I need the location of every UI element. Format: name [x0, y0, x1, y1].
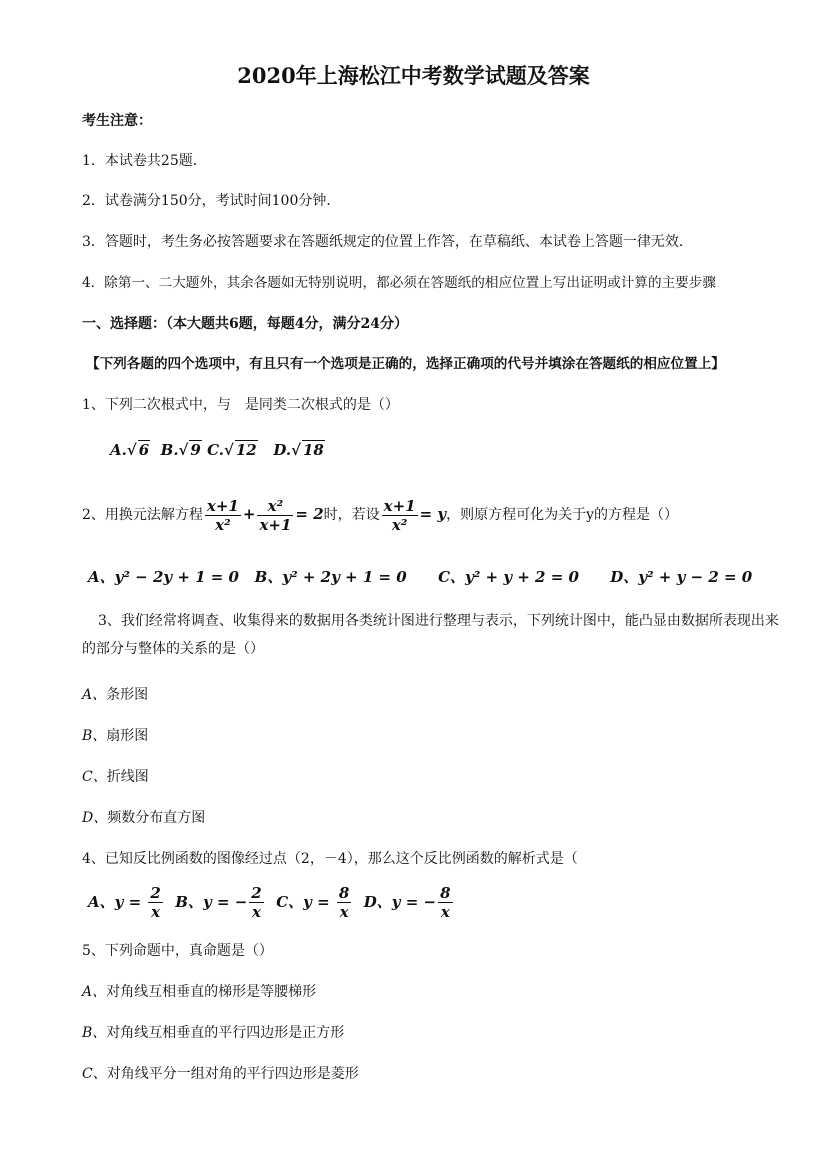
question-4-stem: 4、已知反比例函数的图像经过点（2，－4），那么这个反比例函数的解析式是（ [82, 851, 578, 867]
question-3-stem: 3、我们经常将调查、收集得来的数据用各类统计图进行整理与表示，下列统计图中，能凸显由数据所表现出来的部分与整体的关系的是（） [82, 613, 779, 657]
option-a: A、y² − 2y + 1 = 0 [88, 568, 239, 586]
option-a: A、y = $\frac{2}{x}$ [88, 884, 161, 921]
question-5-option: A、对角线互相垂直的梯形是等腰梯形 [82, 984, 317, 1000]
option-c: C、y² + y + 2 = 0 [438, 568, 579, 586]
q2-stem-c: ，则原方程可化为关于y的方程是（） [446, 507, 679, 523]
question-2-options [88, 566, 752, 587]
notice-item: 4．除第一、二大题外，其余各题如无特别说明，都必须在答题纸的相应位置上写出证明或计算的主要步骤 [82, 275, 716, 291]
question-4-options [88, 884, 455, 921]
option-b-radicand: 9 [190, 441, 201, 459]
page-title: 2020年上海松江中考数学试题及答案 [237, 63, 590, 88]
option-b: B、y² + 2y + 1 = 0 [254, 568, 407, 586]
option-b: B、y = − $\frac{2}{x}$ [175, 884, 262, 921]
question-5-stem: 5、下列命题中，真命题是（） [82, 943, 273, 959]
notice-item: 3．答题时，考生务必按答题要求在答题纸规定的位置上作答，在草稿纸、本试卷上答题一律无效． [82, 234, 693, 250]
fraction: $\frac{\text{x²}}{x+1}$ [259, 496, 292, 534]
option-d-radicand: 18 [302, 441, 324, 459]
section-instruction: 【下列各题的四个选项中，有且只有一个选项是正确的，选择正确项的代号并填涂在答题纸的相应位置上】 [86, 356, 725, 372]
option-c: C、y = $\frac{8}{x}$ [276, 884, 350, 921]
question-1-stem: 1、下列二次根式中，与 是同类二次根式的是（） [82, 397, 399, 413]
option-a-letter: A [110, 441, 122, 459]
fraction: $\frac{x+1}{\text{x²}}$ [383, 496, 416, 534]
question-2-stem: 2、用换元法解方程 $\frac{x+1}{\text{x²}}$ + $\frac{\text{x²}}{x+1}$ = 2时，若设 $\frac{x+1}{\text{x²}}$ = y，则原方程可化为关于y的方程是（） [82, 496, 679, 534]
question-3-option: C、折线图 [82, 769, 149, 785]
question-3-option: A、条形图 [82, 687, 149, 703]
question-3-option: D、频数分布直方图 [82, 810, 206, 826]
q2-stem-a: 2、用换元法解方程 [82, 507, 203, 523]
question-5-option: B、对角线互相垂直的平行四边形是正方形 [82, 1025, 345, 1041]
question-1-options: A.√ 6 B.√ 9 C.√ 12 D.√ 18 [110, 441, 324, 459]
q2-stem-b: 时，若设 [323, 507, 380, 523]
question-5-option: C、对角线平分一组对角的平行四边形是菱形 [82, 1066, 359, 1082]
option-c-radicand: 12 [235, 441, 257, 459]
option-d-letter: D [273, 441, 286, 459]
option-b-letter: B [160, 441, 174, 459]
option-d: D、y = − $\frac{8}{x}$ [363, 884, 451, 921]
question-3-option: B、扇形图 [82, 728, 149, 744]
fraction: $\frac{x+1}{\text{x²}}$ [206, 496, 239, 534]
option-d: D、y² + y − 2 = 0 [610, 568, 753, 586]
section-heading: 一、选择题：（本大题共6题，每题4分，满分24分） [82, 316, 408, 332]
notice-heading: 考生注意： [82, 113, 152, 129]
notice-item: 1．本试卷共25题． [82, 153, 207, 169]
notice-item: 2．试卷满分150分，考试时间100分钟． [82, 193, 341, 209]
option-c-letter: C [207, 441, 219, 459]
option-a-radicand: 6 [138, 441, 150, 459]
